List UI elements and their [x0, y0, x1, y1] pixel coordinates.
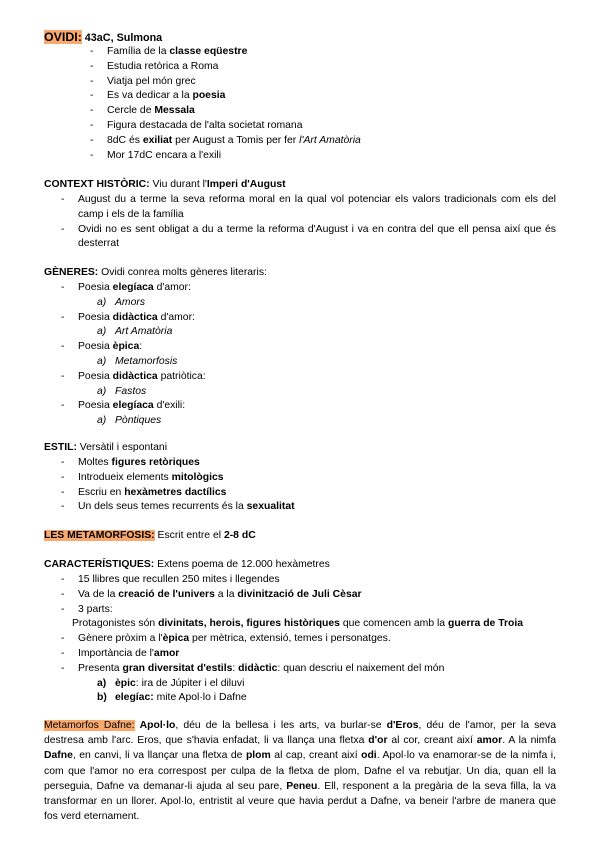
text-run: Presenta	[78, 662, 123, 674]
generes-list	[0, 281, 600, 429]
text-run: elegíaca	[112, 282, 154, 293]
text-run: d'exili:	[153, 400, 186, 412]
text-run: Poesia	[78, 370, 113, 382]
text-run: Amors	[115, 296, 146, 308]
text-run: èpic	[115, 677, 136, 689]
text-run: patriòtica:	[157, 370, 206, 382]
context-list-item	[0, 193, 600, 223]
text-run: :	[139, 341, 143, 353]
generes-heading	[44, 266, 267, 281]
text-run: Poesia	[78, 341, 113, 353]
dafne-text	[44, 720, 556, 822]
ovidi-list-item	[0, 45, 600, 60]
ovidi-list-item	[0, 89, 600, 104]
sub-list-item	[0, 385, 600, 400]
text-run: : quan descriu el naixement del món	[277, 662, 445, 674]
context-label: CONTEXT HISTÒRIC:	[44, 179, 150, 190]
genre-list-item	[0, 370, 600, 385]
ovidi-list-item	[0, 75, 600, 90]
text-run: èpica	[112, 341, 140, 353]
text-run: 8dC és	[107, 134, 143, 146]
text-run: 2-8 dC	[223, 530, 256, 541]
text-run: :	[232, 662, 239, 674]
caracteristiques-list-item	[0, 647, 600, 662]
sub-list-marker: a)	[97, 296, 107, 308]
text-run: d'Eros	[386, 720, 419, 731]
text-run: mite Apol·lo i Dafne	[153, 692, 247, 704]
caracteristiques-list-item	[0, 573, 600, 588]
text-run: , en canvi, li va llançar una fletxa de	[72, 750, 246, 762]
text-run: . A la nimfa	[502, 735, 556, 747]
estil-label: ESTIL:	[44, 442, 77, 453]
text-run: poesia	[192, 90, 226, 102]
text-run: , déu de l'amor, per la seva destresa amb l'arc. Eros, que s'havia enfadat, li va llança una fletxa	[44, 720, 557, 747]
context-heading	[44, 178, 286, 193]
ovidi-label: OVIDI:	[44, 30, 82, 44]
caracteristiques-list-item	[0, 588, 600, 603]
estil-list	[0, 456, 600, 515]
text-run: Poesia	[78, 400, 113, 412]
text-run: Mor 17dC encara a l'exili	[107, 149, 222, 161]
text-run: d'amor:	[153, 282, 191, 293]
text-run: didàctica	[112, 370, 158, 382]
text-run: Fastos	[115, 385, 147, 397]
caracteristiques-heading	[44, 558, 330, 573]
genre-list-item	[0, 340, 600, 355]
text-run: Es va dedicar a la	[107, 90, 193, 102]
context-intro	[150, 179, 286, 190]
text-run: d'amor:	[157, 311, 195, 323]
context-list-item	[0, 223, 600, 253]
sub-list-item	[0, 325, 600, 340]
text-run: hexàmetres dactílics	[124, 486, 227, 498]
estil-heading	[44, 441, 167, 456]
text-run: Metamorfosis	[115, 355, 178, 367]
ovidi-list-item	[0, 119, 600, 134]
estil-list-item	[0, 500, 600, 515]
text-run: divinitats, herois, figures històriques	[158, 618, 340, 630]
text-run: elegíac:	[115, 692, 154, 704]
ovidi-list-item	[0, 134, 600, 149]
ovidi-info: 43aC, Sulmona	[84, 32, 163, 44]
text-run: d'or	[368, 735, 388, 747]
text-run: Escrit entre el	[154, 530, 224, 541]
caracteristiques-list	[0, 573, 600, 706]
text-run: Poesia	[78, 311, 113, 323]
text-run: Un dels seus temes recurrents és la	[78, 501, 247, 513]
text-run: que comencen amb la	[339, 618, 448, 630]
genre-list-item	[0, 399, 600, 414]
caracteristiques-intro: Extens poema de 12.000 hexàmetres	[154, 559, 330, 570]
text-run: a la	[214, 588, 238, 600]
sub-list-marker: b)	[97, 692, 107, 704]
text-run: Imperi d'August	[206, 179, 286, 190]
text-run: : ira de Júpiter i el diluvi	[135, 677, 245, 689]
text-run: al cor, creant així	[387, 735, 477, 747]
text-run: odi	[361, 750, 377, 762]
sub-list-marker: a)	[97, 415, 107, 427]
text-run: 15 llibres que recullen 250 mites i llegendes	[78, 574, 280, 585]
sub-list-marker: a)	[97, 385, 107, 397]
text-run: Gènere pròxim a l'	[78, 633, 163, 645]
text-run: amor	[153, 647, 180, 659]
estil-list-item	[0, 471, 600, 486]
text-run: èpica	[162, 633, 190, 645]
text-run: per August a Tomis per fer	[172, 134, 300, 146]
text-run: Peneu	[286, 780, 318, 792]
text-run: Protagonistes són	[72, 618, 159, 630]
text-run: Moltes	[78, 457, 112, 468]
ovidi-list-item	[0, 104, 600, 119]
ovidi-list-item	[0, 60, 600, 75]
text-run: creació de l'univers	[118, 588, 215, 600]
genre-list-item	[0, 311, 600, 326]
text-run: Cercle de	[107, 105, 155, 117]
text-run: classe eqüestre	[169, 46, 248, 57]
text-run: . Ell, responent a la pregària de la seva filla, la va transformar en un llorer. Apol·lo, entristit al veure que havia perdut a Dafne, va beneir l'arbre de manera que fos verd eternament.	[44, 780, 556, 823]
text-run: Va de la	[78, 588, 119, 600]
caracteristiques-note	[0, 617, 600, 632]
text-run: Importància de l'	[78, 647, 154, 659]
text-run: mitològics	[171, 471, 224, 483]
text-run: Ovidi no es sent obligat a du a terme la reforma d'August i va en contra del que ell pensa així que és desterrat	[78, 223, 556, 250]
sub-list-item	[0, 296, 600, 311]
context-list	[0, 193, 600, 252]
sub-list-marker: a)	[97, 355, 107, 367]
text-run: Família de la	[107, 46, 170, 57]
sub-list-item	[0, 414, 600, 429]
text-run: Viatja pel món grec	[107, 75, 196, 87]
text-run: 3 parts:	[78, 603, 113, 615]
dafne-paragraph	[44, 718, 556, 824]
text-run: . Apol·lo va enamorar-se de la nimfa i, com que l'amor no era correspost per culpa de la fletxa de plom, Dafne el va rebutjar. Un dia, quan ell la perseguia, Dafne va demanar-li ajuda al seu pare,	[44, 750, 557, 792]
caracteristiques-list-item	[0, 662, 600, 677]
text-run: , déu de la bellesa i les arts, va burlar-se	[175, 720, 387, 731]
text-run: amor	[476, 735, 503, 747]
estil-list-item	[0, 486, 600, 501]
text-run: exiliat	[142, 134, 173, 146]
text-run: divinització de Juli Cèsar	[237, 588, 362, 600]
caracteristiques-list-item	[0, 632, 600, 647]
text-run: August du a terme la seva reforma moral en la qual vol potenciar els valors tradicionals com els del camp i els de la família	[78, 194, 556, 220]
text-run: Estudia retòrica a Roma	[107, 60, 219, 72]
text-run: al cap, creant així	[270, 750, 362, 762]
text-run: Figura destacada de l'alta societat romana	[107, 119, 303, 131]
text-run: Art Amatòria	[115, 326, 173, 338]
text-run: Dafne	[44, 750, 73, 762]
text-run: gran diversitat d'estils	[122, 662, 233, 674]
dafne-label: Metamorfos Dafne:	[44, 720, 135, 731]
text-run: figures retòriques	[111, 457, 200, 468]
metamorfosis-intro	[155, 530, 256, 541]
metamorfosis-heading	[44, 529, 256, 544]
text-run: guerra de Troia	[447, 618, 524, 630]
sub-list-marker: a)	[97, 677, 107, 689]
text-run: plom	[245, 750, 271, 762]
sub-list-item	[0, 691, 600, 706]
metamorfosis-label: LES METAMORFOSIS:	[44, 530, 155, 541]
sub-list-marker: a)	[97, 326, 107, 338]
text-run: Pòntiques	[115, 415, 162, 427]
text-run: Escriu en	[78, 486, 125, 498]
text-run: Poesia	[78, 282, 113, 293]
caracteristiques-label: CARACTERÍSTIQUES:	[44, 559, 155, 570]
text-run: Introdueix elements	[78, 471, 172, 483]
text-run: l'Art Amatòria	[299, 134, 361, 146]
ovidi-list	[0, 45, 600, 163]
generes-label: GÈNERES:	[44, 267, 99, 278]
sub-list-item	[0, 677, 600, 692]
text-run: Messala	[154, 105, 195, 117]
estil-list-item	[0, 456, 600, 471]
estil-intro: Versàtil i espontani	[76, 442, 168, 453]
text-run: Viu durant l'	[149, 179, 207, 190]
text-run: Apol·lo	[139, 720, 176, 731]
genre-list-item	[0, 281, 600, 296]
text-run: didàctic	[238, 662, 278, 674]
sub-list-item	[0, 355, 600, 370]
text-run: per mètrica, extensió, temes i personatges.	[189, 633, 391, 645]
text-run: sexualitat	[246, 501, 295, 513]
generes-intro: Ovidi conrea molts gèneres literaris:	[98, 267, 267, 278]
text-run: didàctica	[112, 311, 158, 323]
text-run: elegíaca	[112, 400, 154, 412]
caracteristiques-list-item	[0, 603, 600, 618]
ovidi-list-item	[0, 149, 600, 164]
